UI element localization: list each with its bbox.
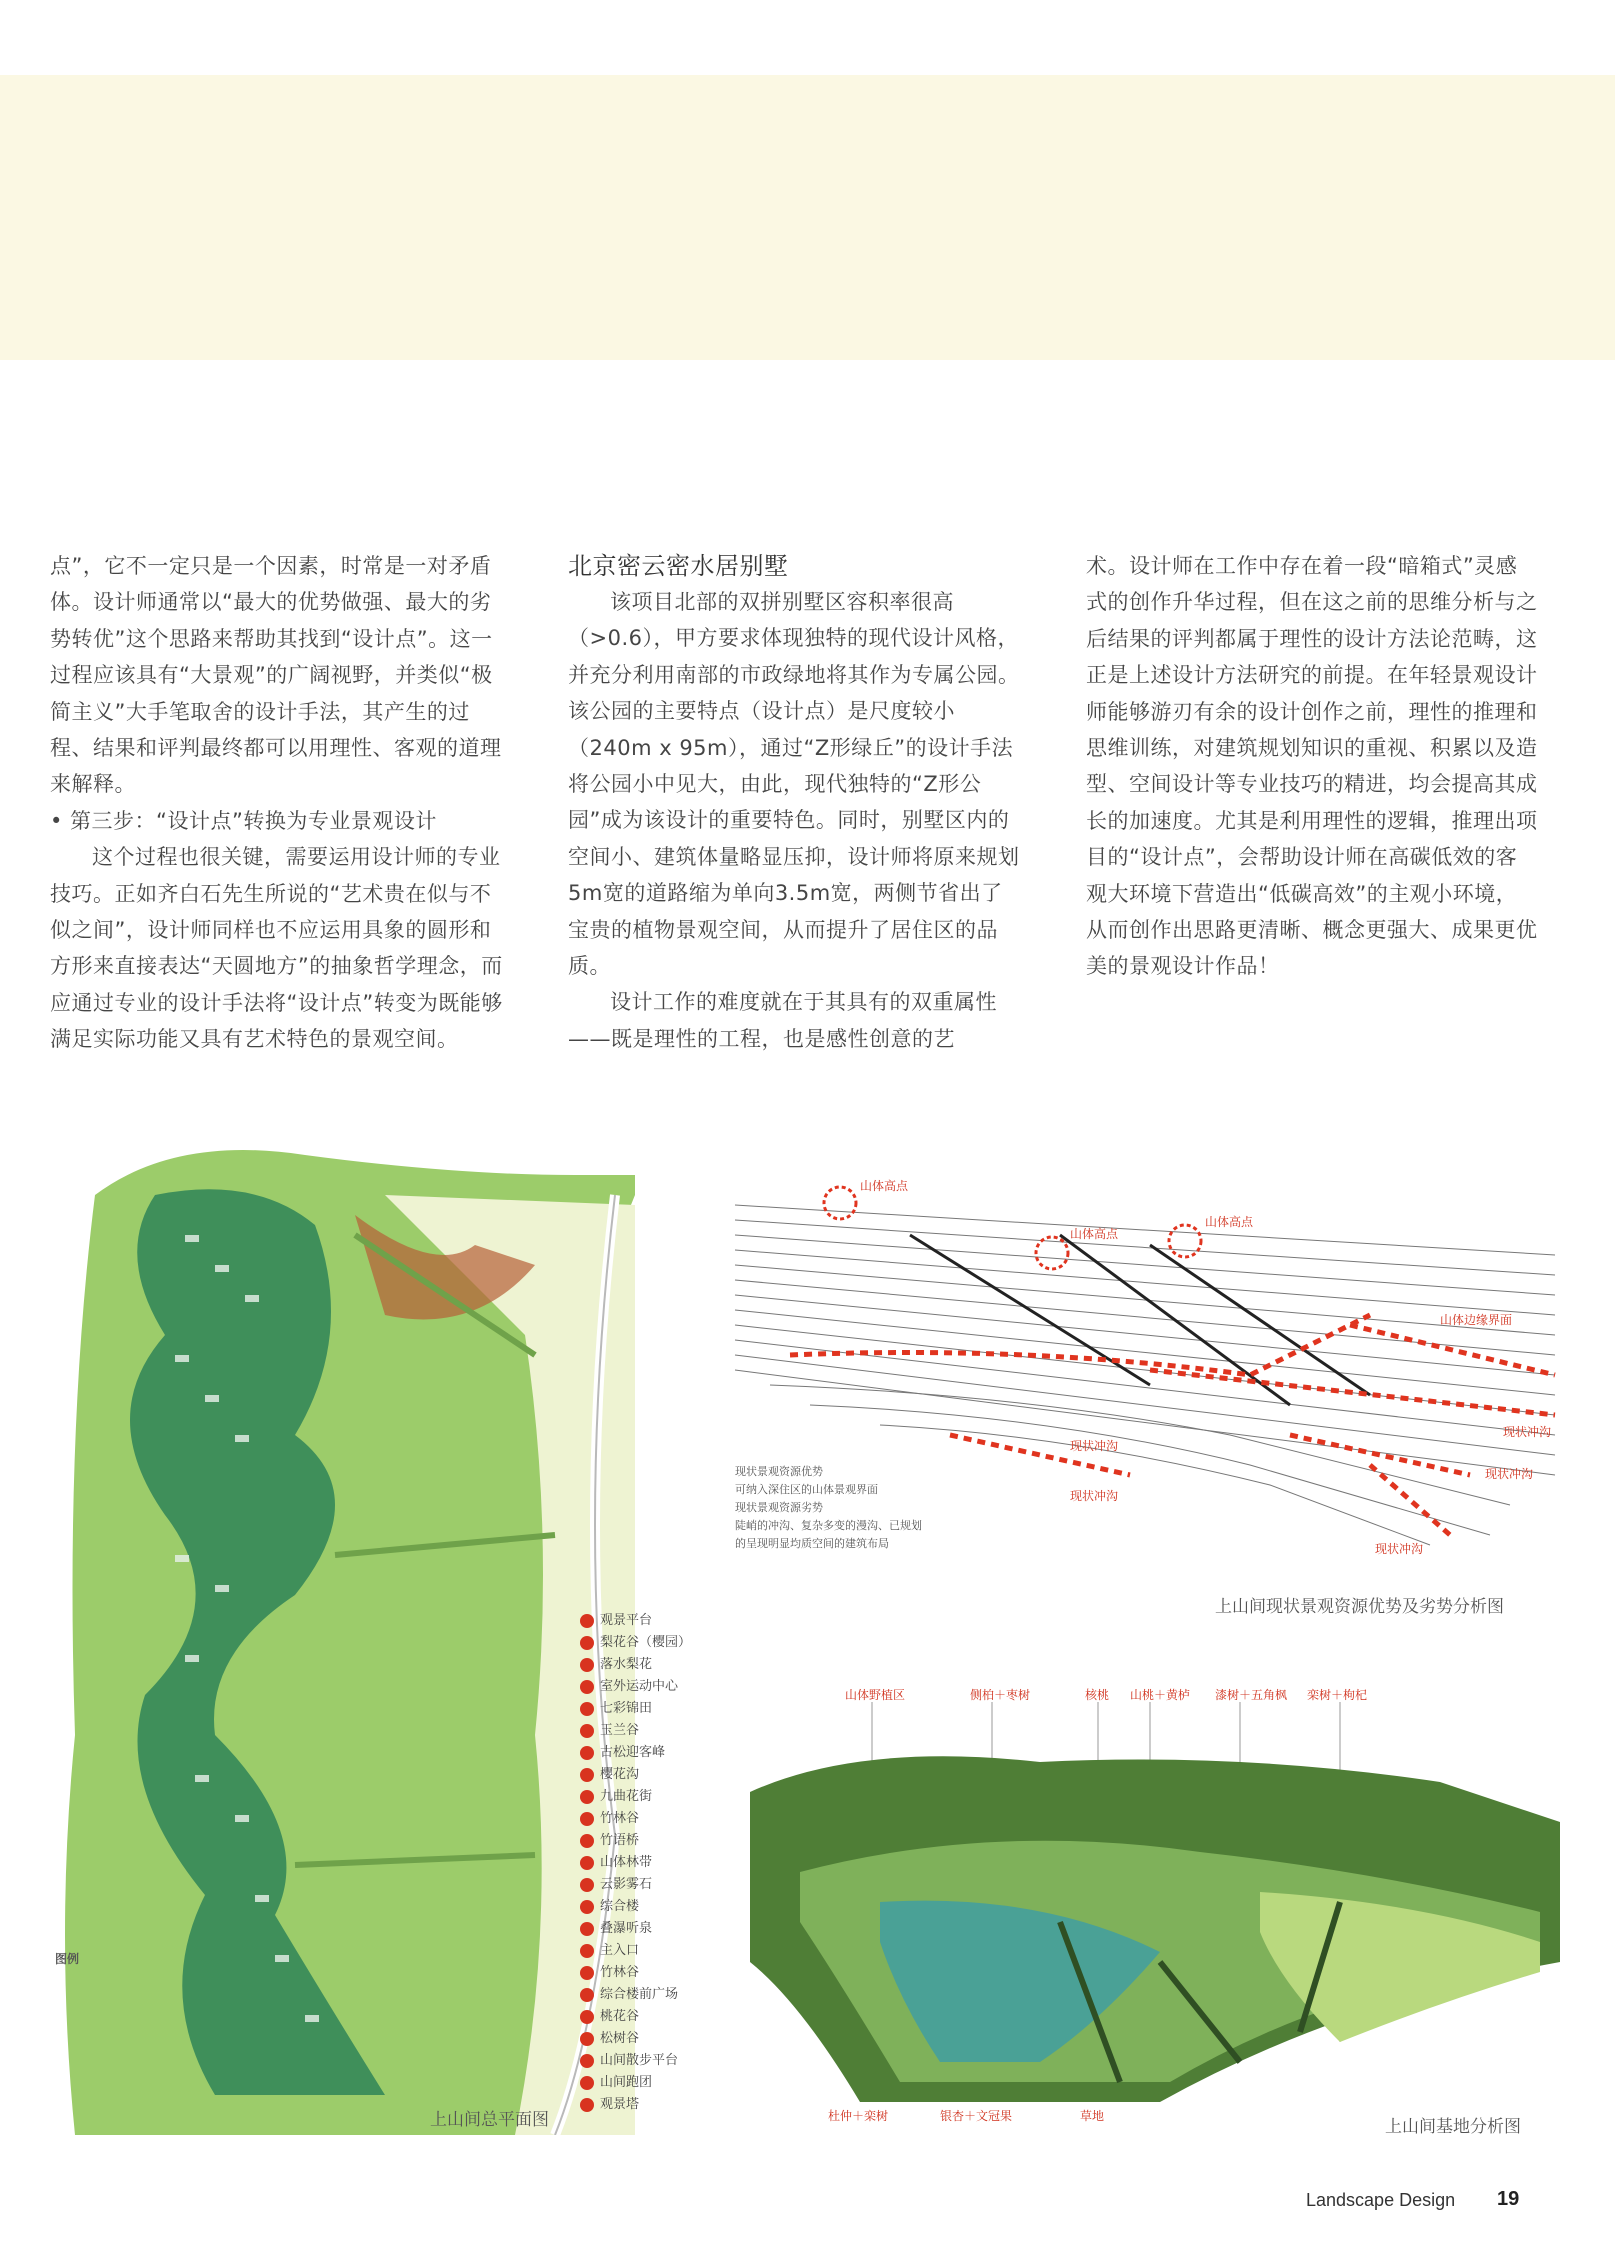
legend-marker-icon [580,1812,594,1826]
zone-label-6: 栾树＋枸杞 [1307,1688,1368,1702]
legend-item: 梨花谷（樱园） [580,1632,710,1654]
gully-label-5: 现状冲沟 [1375,1542,1424,1556]
legend-marker-icon [580,1856,594,1870]
legend-marker-icon [580,1702,594,1716]
legend-item: 玉兰谷 [580,1720,710,1742]
legend-item: 七彩锦田 [580,1698,710,1720]
legend-item: 综合楼 [580,1896,710,1918]
legend-marker-icon [580,1724,594,1738]
col1-paragraph-2: 这个过程也很关键，需要运用设计师的专业技巧。正如齐白石先生所说的“艺术贵在似与不似之间”，设计师同样也不应运用具象的圆形和方形来直接表达“天圆地方”的抽象哲学理念，而应通过专业的设计手法将“设计点”转变为既能够满足实际功能又具有艺术特色的景观空间。 [50,845,503,1052]
col3-paragraph-1: 术。设计师在工作中存在着一段“暗箱式”灵感式的创作升华过程，但在这之前的思维分析与之后结果的评判都属于理性的设计方法论范畴，这正是上述设计方法研究的前提。在年轻景观设计师能够游刃有余的设计创作之前，理性的推理和思维训练，对建筑规划知识的重视、积累以及造型、空间设计等专业技巧的精进，均会提高其成长的加速度。尤其是利用理性的逻辑，推理出项目的“设计点”，会帮助设计师在高碳低效的客观大环境下营造出“低碳高效”的主观小环境，从而创作出思路更清晰、概念更强大、成果更优美的景观设计作品！ [1086,554,1538,979]
peak-label-2: 山体高点 [1070,1227,1119,1241]
legend-marker-icon [580,1680,594,1694]
legend-marker-icon [580,1988,594,2002]
zone-label-5: 漆树＋五角枫 [1215,1688,1288,1702]
legend-marker-icon [580,1944,594,1958]
legend-marker-icon [580,1900,594,1914]
legend-marker-icon [580,1790,594,1804]
col2-paragraph-1: 该项目北部的双拼别墅区容积率很高（>0.6），甲方要求体现独特的现代设计风格，并充分利用南部的市政绿地将其作为专属公园。该公园的主要特点（设计点）是尺度较小（240m x 95m），通过“Z形绿丘”的设计手法将公园小中见大，由此，现代独特的“Z形公园”成为该设计的重要特色。同时，别墅区内的空间小、建筑体量略显压抑，设计师将原来规划5m宽的道路缩为单向3.5m宽，两侧节省出了宝贵的植物景观空间，从而提升了居住区的品质。 [568,590,1020,979]
top-cream-band [0,75,1615,360]
zone-label-2: 侧柏＋枣树 [970,1688,1031,1702]
legend-item: 山间散步平台 [580,2050,710,2072]
legend-item: 松树谷 [580,2028,710,2050]
zone-label-bottom-1: 杜仲＋栾树 [828,2109,889,2123]
legend-item: 综合楼前广场 [580,1984,710,2006]
legend-item: 主入口 [580,1940,710,1962]
legend-marker-icon [580,2032,594,2046]
terrain-analysis-caption: 上山间现状景观资源优势及劣势分析图 [1215,1597,1504,1617]
gully-label-2: 现状冲沟 [1485,1467,1534,1481]
legend-item: 樱花沟 [580,1764,710,1786]
master-plan-legend [580,1610,710,2116]
legend-marker-icon [580,2098,594,2112]
legend-item: 云影雾石 [580,1874,710,1896]
legend-marker-icon [580,1966,594,1980]
legend-item: 叠瀑听泉 [580,1918,710,1940]
legend-item: 古松迎客峰 [580,1742,710,1764]
col1-paragraph-1: 点”，它不一定只是一个因素，时常是一对矛盾体。设计师通常以“最大的优势做强、最大的劣势转优”这个思路来帮助其找到“设计点”。这一过程应该具有“大景观”的广阔视野，并类似“极简主义”大手笔取舍的设计手法，其产生的过程、结果和评判最终都可以用理性、客观的道理来解释。 [50,554,502,797]
legend-marker-icon [580,2010,594,2024]
legend-marker-icon [580,1768,594,1782]
legend-item: 竹林谷 [580,1962,710,1984]
master-plan-caption: 上山间总平面图 [430,2110,549,2130]
legend-item: 九曲花街 [580,1786,710,1808]
zone-label-4: 山桃＋黄栌 [1130,1688,1191,1702]
site-analysis-caption: 上山间基地分析图 [1385,2117,1521,2137]
legend-marker-icon [580,1658,594,1672]
legend-item: 观景塔 [580,2094,710,2116]
section-heading: 北京密云密水居别墅 [568,552,789,580]
legend-item: 山间跑团 [580,2072,710,2094]
master-plan-figure [55,1135,692,2135]
gully-label-4: 现状冲沟 [1070,1489,1119,1503]
analysis-notes: 现状景观资源优势 可纳入深住区的山体景观界面 现状景观资源劣势 陡峭的冲沟、复杂多变的漫沟、已规划 的呈现明显均质空间的建筑布局 [735,1465,922,1550]
zone-label-bottom-3: 草地 [1080,2109,1105,2123]
legend-marker-icon [580,1922,594,1936]
page-number: 19 [1497,2188,1520,2210]
col2-paragraph-2: 设计工作的难度就在于其具有的双重属性——既是理性的工程，也是感性创意的艺 [568,990,997,1051]
legend-item: 山体林带 [580,1852,710,1874]
text-column-2 [568,548,1020,1057]
legend-marker-icon [580,1636,594,1650]
zone-label-bottom-2: 银杏＋文冠果 [940,2109,1013,2123]
text-column-3 [1086,548,1538,985]
legend-marker-icon [580,2076,594,2090]
col1-step-heading: • 第三步：“设计点”转换为专业景观设计 [50,808,437,833]
legend-marker-icon [580,1878,594,1892]
legend-marker-icon [580,2054,594,2068]
legend-item: 观景平台 [580,1610,710,1632]
legend-item: 竹林谷 [580,1808,710,1830]
legend-marker-icon [580,1614,594,1628]
legend-item: 桃花谷 [580,2006,710,2028]
site-analysis-figure [740,1680,1570,2145]
zone-label-1: 山体野植区 [845,1688,906,1702]
legend-item: 落水梨花 [580,1654,710,1676]
legend-marker-icon [580,1834,594,1848]
zone-label-3: 核桃 [1085,1688,1110,1702]
master-plan-map [55,1135,635,2135]
site-analysis-terrain [740,1702,1570,2102]
peak-label-1: 山体高点 [860,1179,909,1193]
legend-item: 竹语桥 [580,1830,710,1852]
legend-marker-icon [580,1746,594,1760]
legend-title: 图例 [55,1952,80,1966]
terrain-analysis-figure [730,1175,1560,1615]
journal-name: Landscape Design [1306,2190,1456,2210]
gully-label-3: 现状冲沟 [1070,1439,1119,1453]
gully-label-1: 现状冲沟 [1503,1425,1552,1439]
legend-item: 室外运动中心 [580,1676,710,1698]
mountain-edge-label: 山体边缘界面 [1440,1313,1513,1327]
peak-label-3: 山体高点 [1205,1215,1254,1229]
text-column-1 [50,548,512,1058]
